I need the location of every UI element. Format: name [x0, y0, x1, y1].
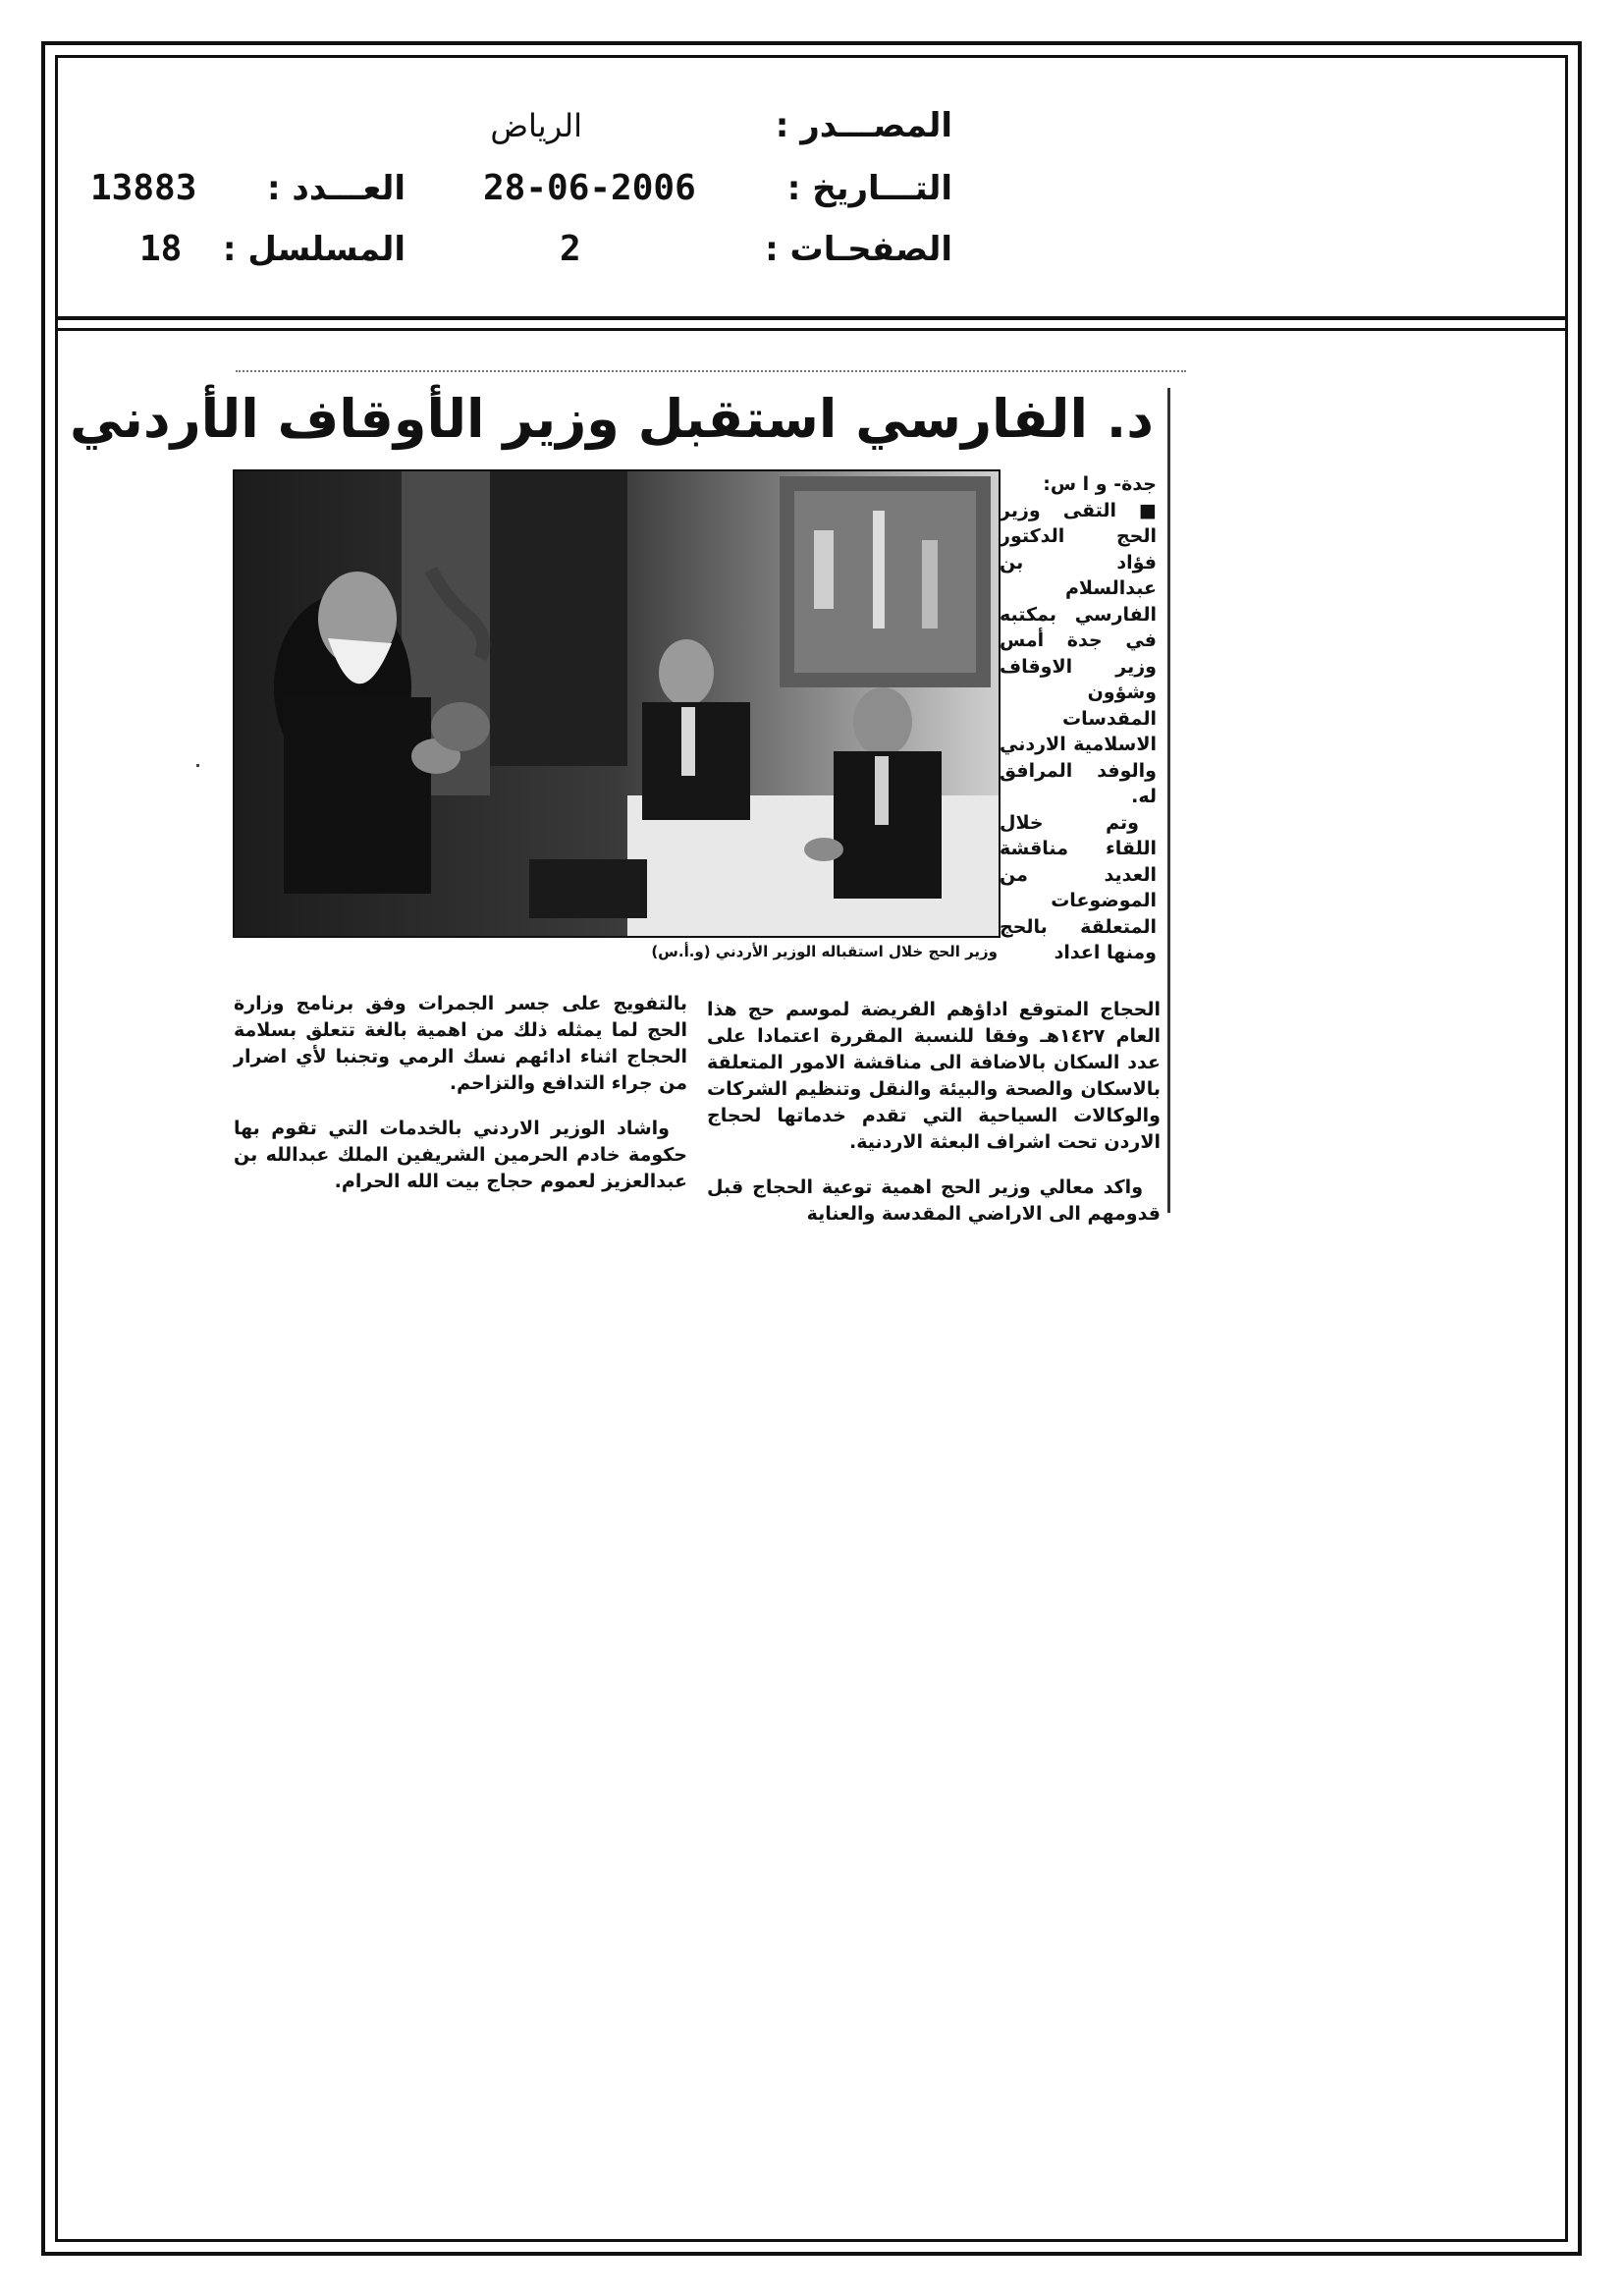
article-wide-column [707, 978, 1161, 1246]
clipping-top-rule [236, 370, 1186, 374]
article-paragraph: ■ التقى وزير الحج الدكتور فؤاد بن عبدالسلام الفارسي بمكتبه في جدة أمس وزير الاوقاف وشؤون المقدسات الاسلامية الاردني والوفد المرافق له. [1000, 499, 1157, 807]
source-value: الرياض [490, 107, 582, 144]
header-divider-secondary [55, 328, 1568, 331]
header-divider [55, 316, 1568, 320]
article-paragraph: بالتفويج على جسر الجمرات وفق برنامج وزارة الحج لما يمثله ذلك من اهمية بالغة تتعلق بسلامة الحجاج اثناء ادائهم نسك الرمي وتجنبا لأي اضرار من جراء التدافع والتزاحم. [234, 993, 687, 1094]
article-paragraph: وتم خلال اللقاء مناقشة العديد من الموضوعات المتعلقة بالحج ومنها اعداد [1000, 811, 1157, 963]
source-label: المصـــدر : [775, 106, 952, 145]
serial-label: المسلسل : [222, 230, 406, 269]
issue-value: 13883 [90, 168, 197, 208]
pages-label: الصفحـات : [765, 230, 952, 269]
issue-label: العـــدد : [267, 169, 406, 208]
article-dateline: جدة- و ا س: [1043, 473, 1157, 495]
pages-value: 2 [560, 229, 581, 269]
article-left-column [234, 972, 687, 1214]
article-headline: د. الفارسي استقبل وزير الأوقاف الأردني [69, 388, 1154, 450]
photo-caption: وزير الحج خلال استقباله الوزير الأردني (و.أ.س) [651, 943, 998, 960]
clipping-column-rule [1167, 388, 1170, 1213]
date-label: التـــاريخ : [786, 169, 952, 208]
date-value: 28-06-2006 [483, 168, 696, 208]
article-paragraph: واكد معالي وزير الحج اهمية توعية الحجاج قبل قدومهم الى الاراضي المقدسة والعناية [707, 1176, 1161, 1225]
scan-speck [196, 764, 199, 767]
photo-illustration [235, 471, 999, 936]
serial-value: 18 [139, 229, 183, 269]
article-paragraph: الحجاج المتوقع اداؤهم الفريضة لموسم حج هذا العام ١٤٢٧هـ وفقا للنسبة المقررة اعتمادا على عدد السكان بالاضافة الى مناقشة الامور المتعلقة بالاسكان والصحة والبيئة والنقل وتنظيم الشركات والوكالات السياحية التي تقدم خدماتها لحجاج الاردن تحت اشراف البعثة الاردنية. [707, 999, 1162, 1153]
article-paragraph: واشاد الوزير الاردني بالخدمات التي تقوم بها حكومة خادم الحرمين الشريفين الملك عبدالله بن عبدالعزيز لعموم حجاج بيت الله الحرام. [234, 1118, 687, 1192]
article-photo [233, 469, 1001, 938]
article-side-column [1000, 471, 1157, 966]
